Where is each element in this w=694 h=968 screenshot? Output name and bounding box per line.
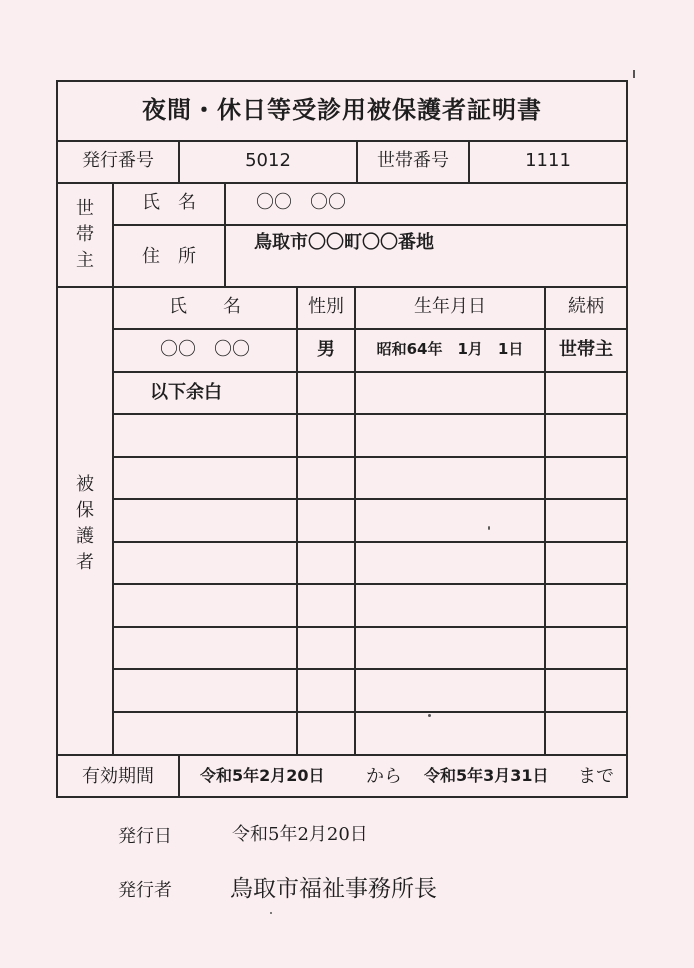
column-header-relation: 続柄 [568,296,604,317]
rule [224,182,226,286]
rule [112,583,626,585]
remaining-blank-note: 以下余白 [150,382,222,403]
rule [112,371,626,373]
rule [112,626,626,628]
rule [112,413,626,415]
head-name-value: 〇〇 〇〇 [256,192,346,213]
issue-number-label: 発行番号 [82,150,154,171]
head-address-value: 鳥取市〇〇町〇〇番地 [254,232,434,253]
issuer-value: 鳥取市福祉事務所長 [230,876,437,902]
validity-to-suffix: まで [578,766,614,787]
rule [112,711,626,713]
certificate-card [56,80,628,798]
scan-speck [270,912,272,914]
recipient-relation: 世帯主 [559,339,613,360]
recipient-birth: 昭和64年 1月 1日 [376,340,524,358]
scan-speck [488,526,490,530]
rule [58,140,626,142]
document-title: 夜間・休日等受診用被保護者証明書 [142,96,542,124]
issue-number-value: 5012 [245,150,291,171]
rule [112,668,626,670]
rule [112,498,626,500]
household-number-label: 世帯番号 [377,150,449,171]
rule [112,182,114,754]
household-number-value: 1111 [525,150,571,171]
rule [58,754,626,756]
validity-from-suffix: から [366,766,402,787]
head-address-label: 住 所 [142,246,196,267]
rule [112,224,626,226]
rule [58,182,626,184]
issue-date-value: 令和5年2月20日 [232,824,368,845]
head-name-label: 氏 名 [142,192,196,213]
rule [58,286,626,288]
validity-from: 令和5年2月20日 [200,766,325,785]
rule [112,541,626,543]
validity-label: 有効期間 [82,766,154,787]
issuer-label: 発行者 [118,880,172,901]
column-header-name: 氏 名 [169,296,241,317]
rule [112,328,626,330]
scan-speck [633,70,635,78]
validity-to: 令和5年3月31日 [424,766,549,785]
recipients-section-label: 被保護者 [76,474,94,573]
rule [178,754,180,798]
recipient-name: 〇〇 〇〇 [160,339,250,360]
column-header-birth: 生年月日 [414,296,486,317]
head-of-household-label: 世帯主 [76,198,94,271]
rule [112,456,626,458]
scan-speck [428,714,431,717]
issue-date-label: 発行日 [118,826,172,847]
column-header-sex: 性別 [308,296,344,317]
recipient-sex: 男 [317,339,335,360]
